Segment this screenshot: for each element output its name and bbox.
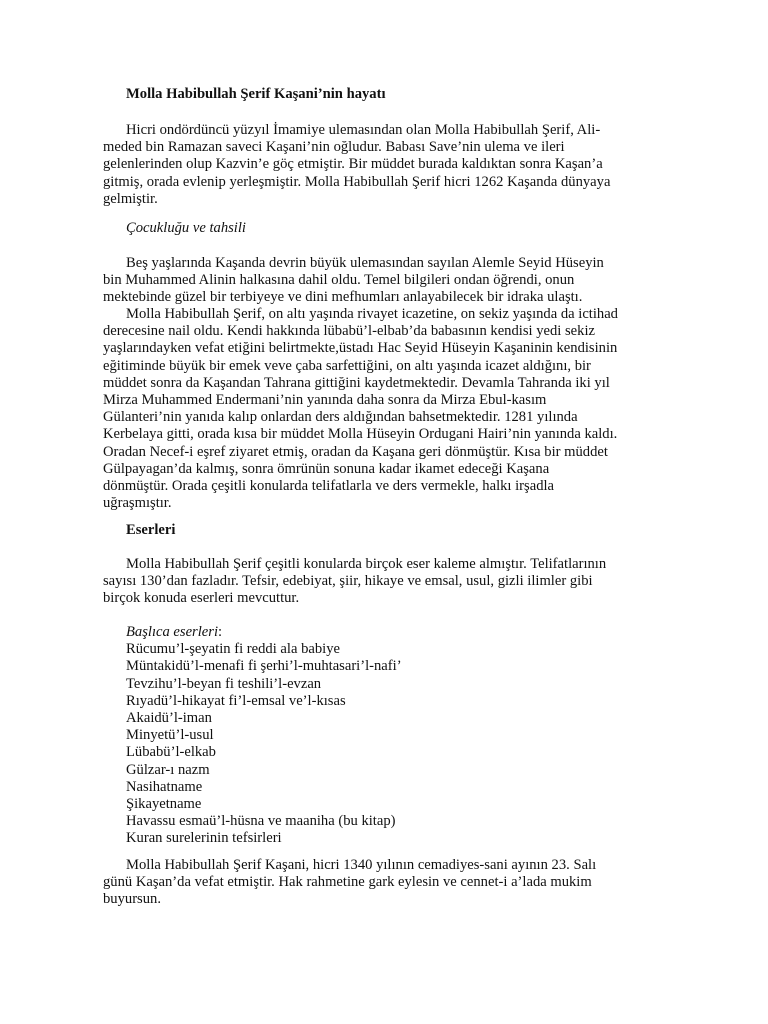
text-line: müddet sonra da Kaşandan Tahrana gittiğini kaydetmektedir. Devamla Tahranda iki yıl (103, 374, 610, 391)
text-line: Molla Habibullah Şerif çeşitli konularda birçok eser kaleme almıştır. Telifatlarının (126, 556, 607, 572)
text-line: Mirza Muhammed Endermani’nin yanında daha sonra da Mirza Ebul-kasım (103, 392, 547, 409)
list-item: Minyetü’l-usul (126, 727, 214, 744)
text-line: eğitiminde büyük bir emek veve çaba sarfettiğini, on altı yaşında icazet aldığını, bir (103, 357, 591, 374)
text-line: Gülanteri’nin yanıda kalıp onlardan ders aldığından bahsetmektedir. 1281 yılında (103, 409, 578, 426)
major-works-colon: : (218, 624, 223, 640)
intro-paragraph (103, 122, 643, 208)
list-item: Lübabü’l-elkab (126, 744, 216, 761)
text-line: gelenlerinden olup Kazvin’e göç etmiştir. Bir müddet burada kaldıktan sonra Kaşan’a (103, 156, 603, 173)
text-line: Beş yaşlarında Kaşanda devrin büyük ulemasından sayılan Alemle Seyid Hüseyin (126, 255, 604, 271)
childhood-heading: Çocukluğu ve tahsili (126, 220, 246, 236)
text-line: Molla Habibullah Şerif, on altı yaşında rivayet icazetine, on sekiz yaşında da ictihad (126, 306, 618, 322)
text-line: günü Kaşan’da vefat etmiştir. Hak rahmetine gark eylesin ve cennet-i a’lada mukim (103, 874, 592, 891)
list-item: Rıyadü’l-hikayat fi’l-emsal ve’l-kısas (126, 692, 346, 709)
list-item: Kuran surelerinin tefsirleri (126, 830, 282, 847)
works-heading: Eserleri (126, 522, 176, 538)
list-item: Rücumu’l-şeyatin fi reddi ala babiye (126, 641, 340, 658)
list-item: Müntakidü’l-menafi fi şerhi’l-muhtasari’l-nafi’ (126, 658, 402, 675)
list-item: Tevzihu’l-beyan fi teshili’l-evzan (126, 675, 322, 692)
major-works-label-line (126, 624, 402, 641)
text-line: Gülpayagan’da kalmış, sonra ömrünün sonuna kadar ikamet edeceği Kaşana (103, 460, 550, 477)
text-line: birçok konuda eserleri mevcuttur. (103, 590, 300, 607)
text-line: meded bin Ramazan saveci Kaşani’nin oğludur. Babası Save’nin ulema ve ileri (103, 139, 565, 156)
text-line: bin Muhammed Alinin halkasına dahil oldu. Temel bilgileri ondan öğrendi, onun (103, 272, 575, 289)
list-item: Nasihatname (126, 778, 203, 795)
text-line: derecesine nail oldu. Kendi hakkında lübabü’l-elbab’da babasının kendisi yedi sekiz (103, 323, 595, 340)
text-line: sayısı 130’dan fazladır. Tefsir, edebiyat, şiir, hikaye ve emsal, usul, gizli ilimler gibi (103, 573, 593, 590)
text-line: Kerbelaya gitti, orada kısa bir müddet Molla Hüseyin Ordugani Hairi’nin yanında kaldı. (103, 426, 618, 443)
text-line: yaşlarındayken vefat etiğini belirtmekte,üstadı Hac Seyid Hüseyin Kaşaninin kendisinin (103, 340, 618, 357)
list-item: Havassu esmaü’l-hüsna ve maaniha (bu kitap) (126, 813, 396, 830)
text-line: Oradan Necef-i eşref ziyaret etmiş, oradan da Kaşana geri dönmüştür. Kısa bir müddet (103, 443, 608, 460)
works-paragraph (103, 556, 643, 608)
major-works-label: Başlıca eserleri (126, 624, 219, 640)
page-title: Molla Habibullah Şerif Kaşani’nin hayatı (126, 86, 386, 102)
text-line: gitmiş, orada evlenip yerleşmiştir. Molla Habibullah Şerif hicri 1262 Kaşanda dünyaya (103, 173, 611, 190)
list-item: Gülzar-ı nazm (126, 761, 210, 778)
list-item: Akaidü’l-iman (126, 710, 212, 727)
text-line: Hicri ondördüncü yüzyıl İmamiye ulemasından olan Molla Habibullah Şerif, Ali- (126, 122, 601, 138)
list-item: Şikayetname (126, 796, 202, 813)
childhood-paragraph-1 (103, 255, 643, 307)
text-line: uğraşmıştır. (103, 495, 172, 512)
text-line: mektebinde güzel bir terbiyeye ve dini mefhumları anlayabilecek bir idraka ulaştı. (103, 289, 583, 306)
childhood-paragraph-2 (103, 306, 643, 512)
text-line: buyursun. (103, 891, 161, 908)
text-line: gelmiştir. (103, 190, 158, 207)
text-line: dönmüştür. Orada çeşitli konularda telifatlarla ve ders vermekle, halkı irşadla (103, 478, 555, 495)
closing-paragraph (103, 857, 643, 909)
text-line: Molla Habibullah Şerif Kaşani, hicri 1340 yılının cemadiyes-sani ayının 23. Salı (126, 857, 597, 873)
major-works-list (126, 624, 402, 848)
